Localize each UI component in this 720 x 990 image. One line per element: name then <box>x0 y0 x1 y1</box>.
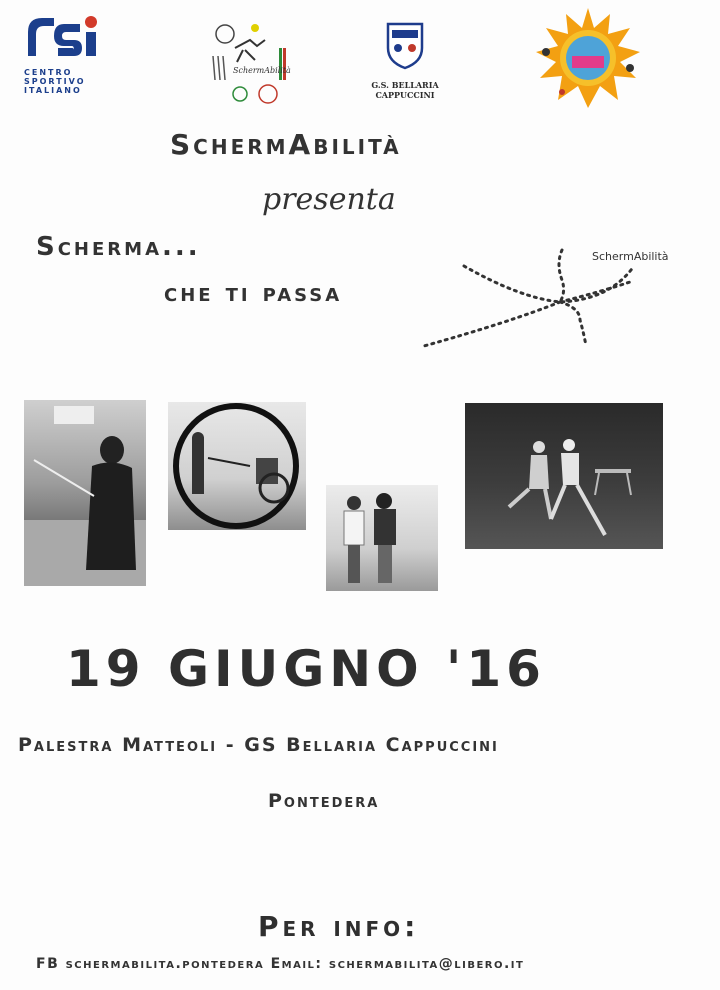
event-date: 19 GIUGNO '16 <box>66 640 546 698</box>
fencers-night-icon <box>465 403 663 549</box>
csi-logo <box>24 12 104 96</box>
gs-line-2: CAPPUCCINI <box>375 90 435 100</box>
csi-line-3: ITALIANO <box>24 86 82 95</box>
dotted-fencer-logo <box>420 242 690 352</box>
csi-line-2: SPORTIVO <box>24 77 86 86</box>
photo-fencer-outdoor <box>24 400 146 586</box>
photo-two-people <box>326 485 438 591</box>
photo-night-fencing <box>465 403 663 549</box>
event-title-line-1: Scherma... <box>36 232 201 262</box>
shield-crest-icon <box>360 20 450 70</box>
event-city: Pontedera <box>268 790 380 812</box>
event-venue: Palestra Matteoli - GS Bellaria Cappuccini <box>18 734 499 756</box>
gs-line-1: G.S. BELLARIA <box>371 80 439 90</box>
presents-text: presenta <box>262 182 396 217</box>
photo-wheelchair-fencing <box>168 402 306 530</box>
gs-bellaria-logo <box>360 20 450 100</box>
fencer-rings-icon <box>205 18 295 108</box>
dotted-logo-label: SchermAbilità <box>592 250 669 263</box>
info-title: Per info: <box>258 910 420 943</box>
csi-line-1: CENTRO <box>24 68 73 77</box>
info-contact: FB schermabilita.pontedera Email: schermabilita@libero.it <box>36 956 525 972</box>
schermabilita-logo-text: SchermAbilità <box>233 66 291 75</box>
sun-logo <box>532 6 644 110</box>
schermabilita-logo <box>205 18 295 108</box>
fencer-silhouette-icon <box>24 400 146 586</box>
people-icon <box>326 485 438 591</box>
csi-emblem-icon <box>24 12 104 62</box>
sun-icon <box>532 6 644 110</box>
event-title-line-2: che ti passa <box>164 278 343 308</box>
org-title: SchermAbilità <box>170 128 402 161</box>
wheelchair-ring-icon <box>168 402 306 530</box>
